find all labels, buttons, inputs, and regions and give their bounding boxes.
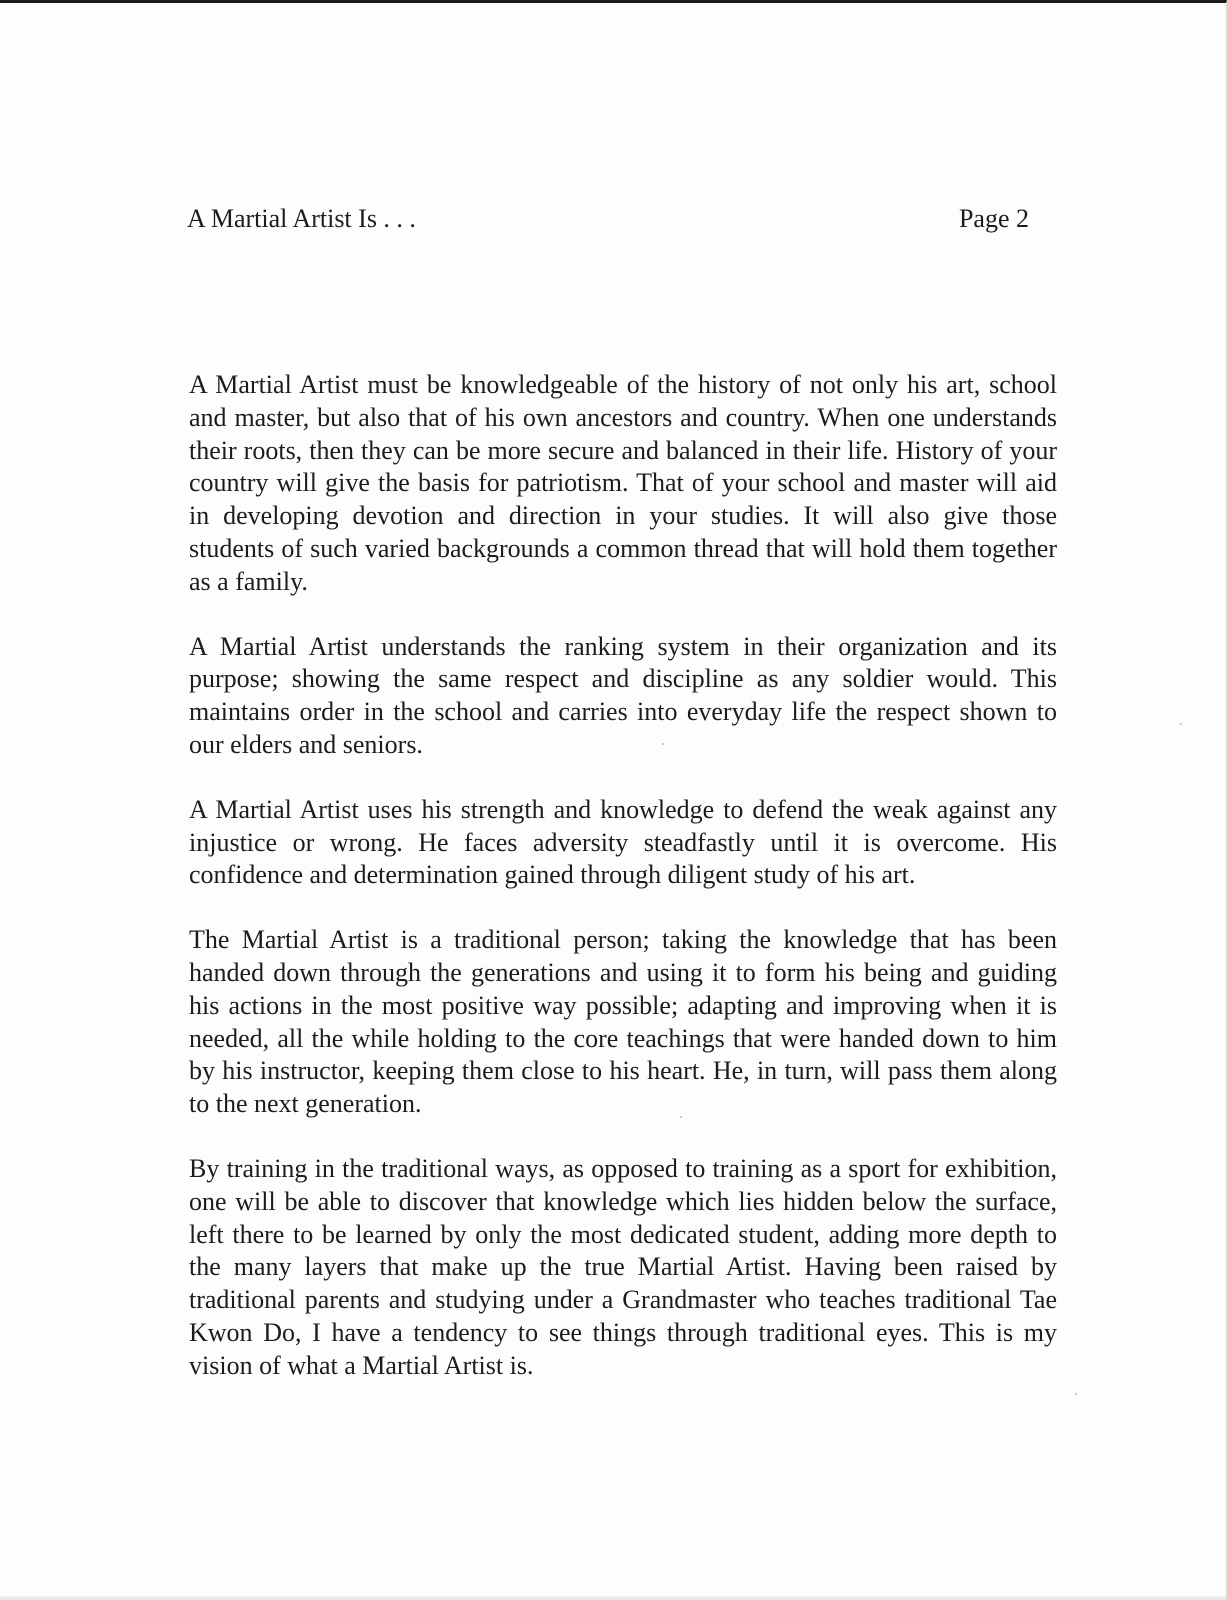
- paragraph-strength: A Martial Artist uses his strength and knowledge to defend the weak against any injustice or wrong. He faces adversity steadfastly until it is overcome. His confidence and determination gained through diligent study of his art.: [189, 794, 1057, 890]
- paragraph-history: A Martial Artist must be knowledgeable of the history of not only his art, school and master, but also that of his own ancestors and country. When one understands their roots, then they can be more secure and balanced in their life. History of your country will give the basis for patriotism. That of your school and master will aid in developing devotion and direction in your studies. It will also give those students of such varied backgrounds a common thread that will hold them together as a family.: [189, 370, 1057, 596]
- page-number: Page 2: [958, 204, 1029, 233]
- scan-speck: [1075, 1393, 1077, 1395]
- document-body: [189, 369, 1057, 1415]
- document-title: A Martial Artist Is . . .: [187, 204, 416, 233]
- paragraph-training: By training in the traditional ways, as opposed to training as a sport for exhibition, one will be able to discover that knowledge which lies hidden below the surface, left there to be learned by only the most dedicated student, adding more depth to the many layers that make up the true Martial Artist. Having been raised by traditional parents and studying under a Grandmaster who teaches traditional Tae Kwon Do, I have a tendency to see things through traditional eyes. This is my vision of what a Martial Artist is.: [189, 1153, 1057, 1380]
- scan-edge: [0, 1596, 1226, 1600]
- paragraph-tradition: The Martial Artist is a traditional person; taking the knowledge that has been handed down through the generations and using it to form his being and guiding his actions in the most positive way possible; adapting and improving when it is needed, all the while holding to the core teachings that were handed down to him by his instructor, keeping them close to his heart. He, in turn, will pass them along to the next generation.: [189, 925, 1057, 1119]
- scan-speck: [1180, 723, 1182, 725]
- scan-speck: [662, 743, 664, 745]
- scan-speck: [680, 1116, 682, 1118]
- paragraph-ranking: A Martial Artist understands the ranking system in their organization and its purpose; showing the same respect and discipline as any soldier would. This maintains order in the school and carries into everyday life the respect shown to our elders and seniors.: [189, 631, 1057, 759]
